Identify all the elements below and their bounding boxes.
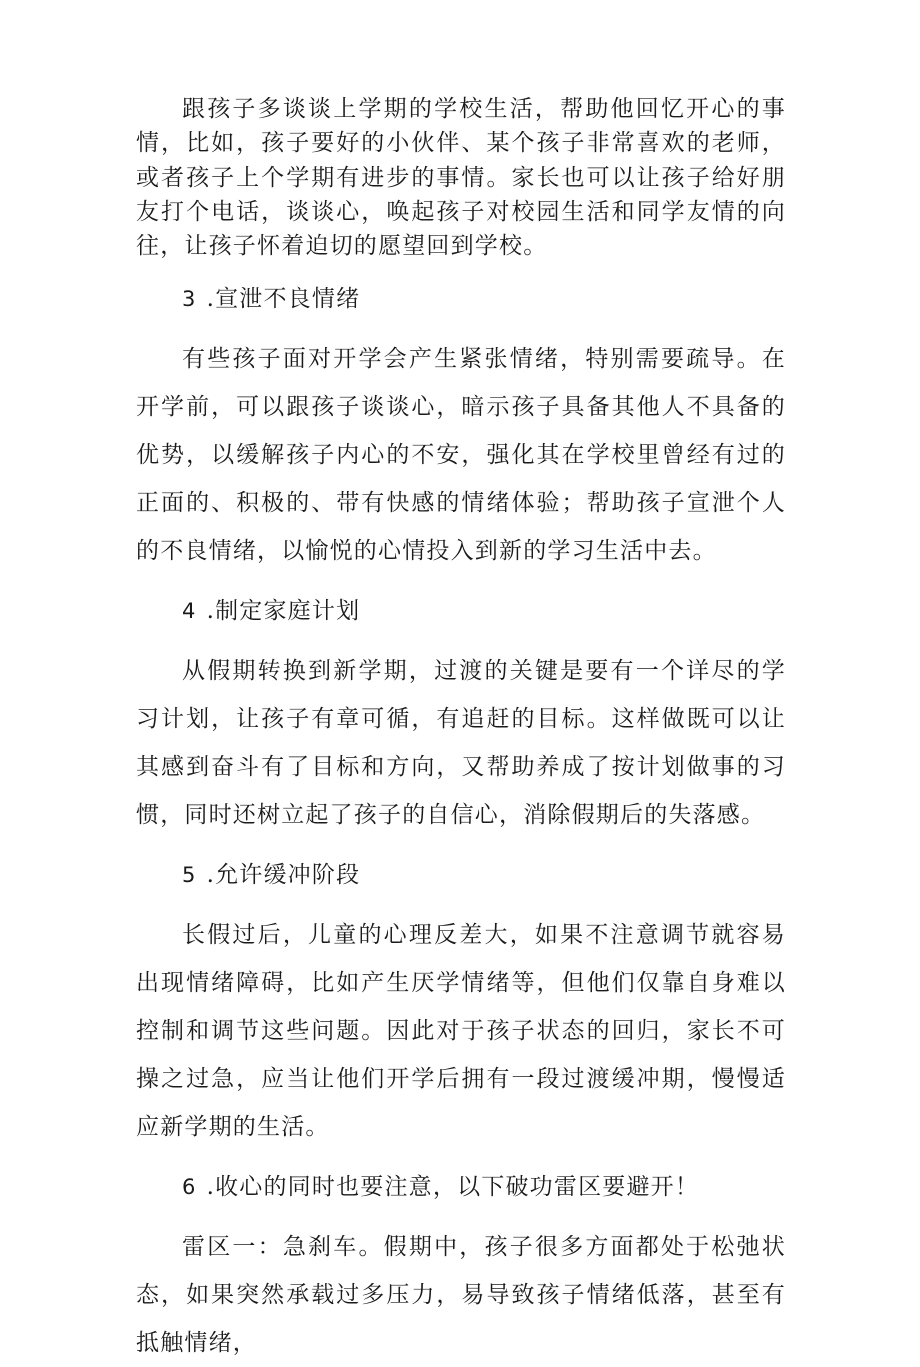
section-number-6: 6: [182, 1175, 197, 1200]
section-heading-4: [136, 587, 786, 635]
section-number-3: 3: [182, 287, 197, 312]
section-title-6: .收心的同时也要注意，以下破功雷区要避开！: [206, 1174, 700, 1201]
document-body: [136, 92, 786, 1367]
section-title-3: .宣泄不良情绪: [206, 286, 361, 313]
paragraph-recall-school-life: 跟孩子多谈谈上学期的学校生活，帮助他回忆开心的事情，比如，孩子要好的小伙伴、某个孩子非常喜欢的老师，或者孩子上个学期有进步的事情。家长也可以让孩子给好朋友打个电话，谈谈心，唤起孩子对校园生活和同学友情的向往，让孩子怀着迫切的愿望回到学校。: [136, 96, 786, 260]
section-heading-6: [136, 1163, 786, 1211]
section-number-5: 5: [182, 863, 197, 888]
paragraph-buffer-stage: 长假过后，儿童的心理反差大，如果不注意调节就容易出现情绪障碍，比如产生厌学情绪等，但他们仅靠自身难以控制和调节这些问题。因此对于孩子状态的回归，家长不可操之过急，应当让他们开学后拥有一段过渡缓冲期，慢慢适应新学期的生活。: [136, 922, 786, 1141]
section-heading-3: [136, 275, 786, 323]
paragraph-minefield-one: 雷区一：急刹车。假期中，孩子很多方面都处于松弛状态，如果突然承载过多压力，易导致孩子情绪低落，甚至有抵触情绪，: [136, 1234, 786, 1357]
section-heading-5: [136, 851, 786, 899]
paragraph-family-plan: 从假期转换到新学期，过渡的关键是要有一个详尽的学习计划，让孩子有章可循，有追赶的目标。这样做既可以让其感到奋斗有了目标和方向，又帮助养成了按计划做事的习惯，同时还树立起了孩子的自信心，消除假期后的失落感。: [136, 658, 786, 829]
paragraph-release-emotions: 有些孩子面对开学会产生紧张情绪，特别需要疏导。在开学前，可以跟孩子谈谈心，暗示孩子具备其他人不具备的优势，以缓解孩子内心的不安，强化其在学校里曾经有过的正面的、积极的、带有快感的情绪体验；帮助孩子宣泄个人的不良情绪，以愉悦的心情投入到新的学习生活中去。: [136, 346, 786, 565]
section-number-4: 4: [182, 599, 197, 624]
section-title-5: .允许缓冲阶段: [206, 862, 361, 889]
section-title-4: .制定家庭计划: [206, 598, 361, 625]
